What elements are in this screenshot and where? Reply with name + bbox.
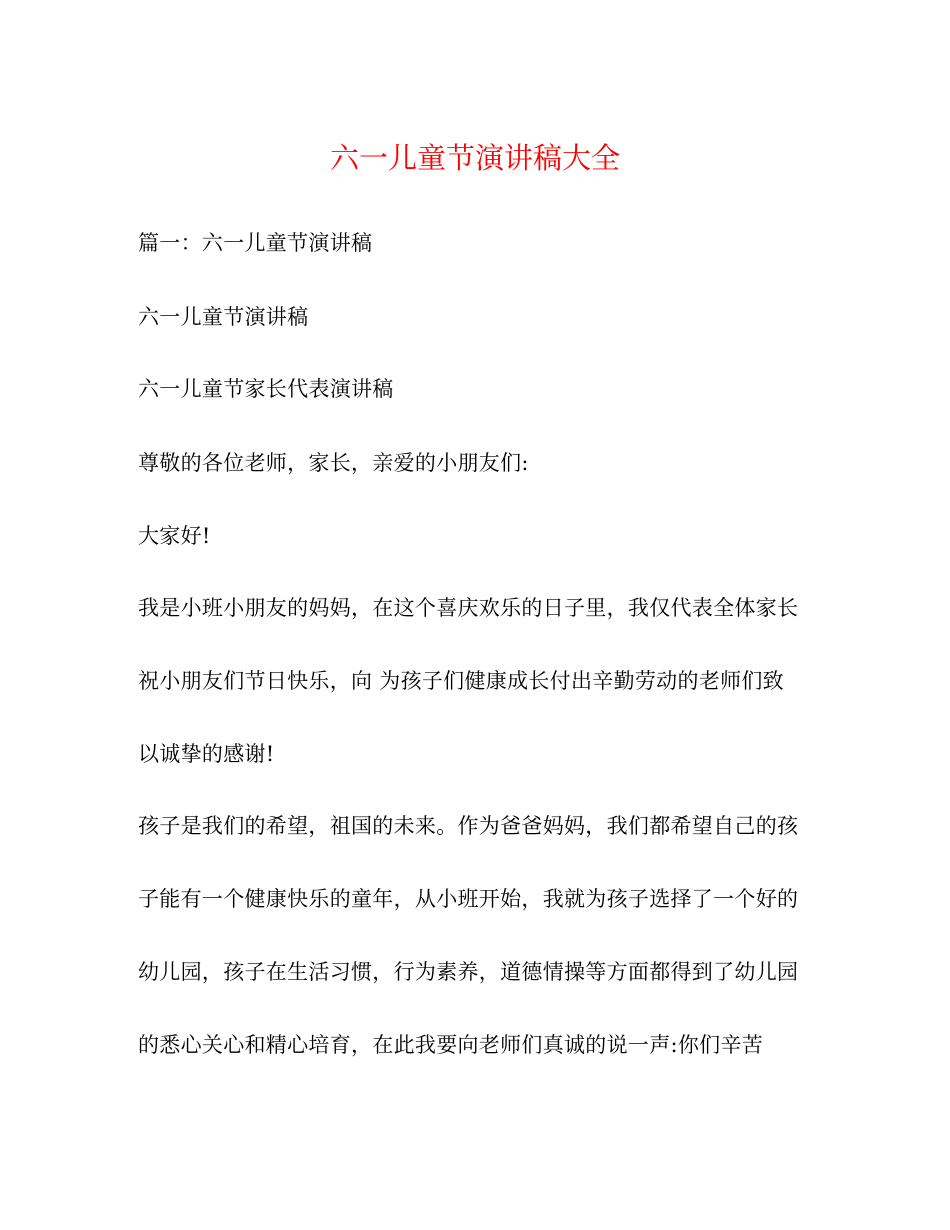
paragraph-line: 以诚挚的感谢! xyxy=(138,742,275,766)
document-title: 六一儿童节演讲稿大全 xyxy=(329,141,620,175)
speech-subtitle: 六一儿童节家长代表演讲稿 xyxy=(138,377,394,401)
section-heading: 篇一：六一儿童节演讲稿 xyxy=(138,231,373,255)
paragraph-line: 祝小朋友们节日快乐，向 为孩子们健康成长付出辛勤劳动的老师们致 xyxy=(138,669,784,693)
speech-title: 六一儿童节演讲稿 xyxy=(138,305,309,329)
paragraph-line: 我是小班小朋友的妈妈，在这个喜庆欢乐的日子里，我仅代表全体家长 xyxy=(138,596,799,620)
salutation: 尊敬的各位老师，家长，亲爱的小朋友们: xyxy=(138,451,529,475)
paragraph-line: 子能有一个健康快乐的童年，从小班开始，我就为孩子选择了一个好的 xyxy=(138,887,799,911)
paragraph-line: 孩子是我们的希望，祖国的未来。作为爸爸妈妈，我们都希望自己的孩 xyxy=(138,814,799,838)
greeting: 大家好! xyxy=(138,524,211,548)
paragraph-line: 幼儿园，孩子在生活习惯，行为素养，道德情操等方面都得到了幼儿园 xyxy=(138,960,799,984)
paragraph-line: 的悉心关心和精心培育，在此我要向老师们真诚的说一声:你们辛苦 xyxy=(138,1033,764,1057)
